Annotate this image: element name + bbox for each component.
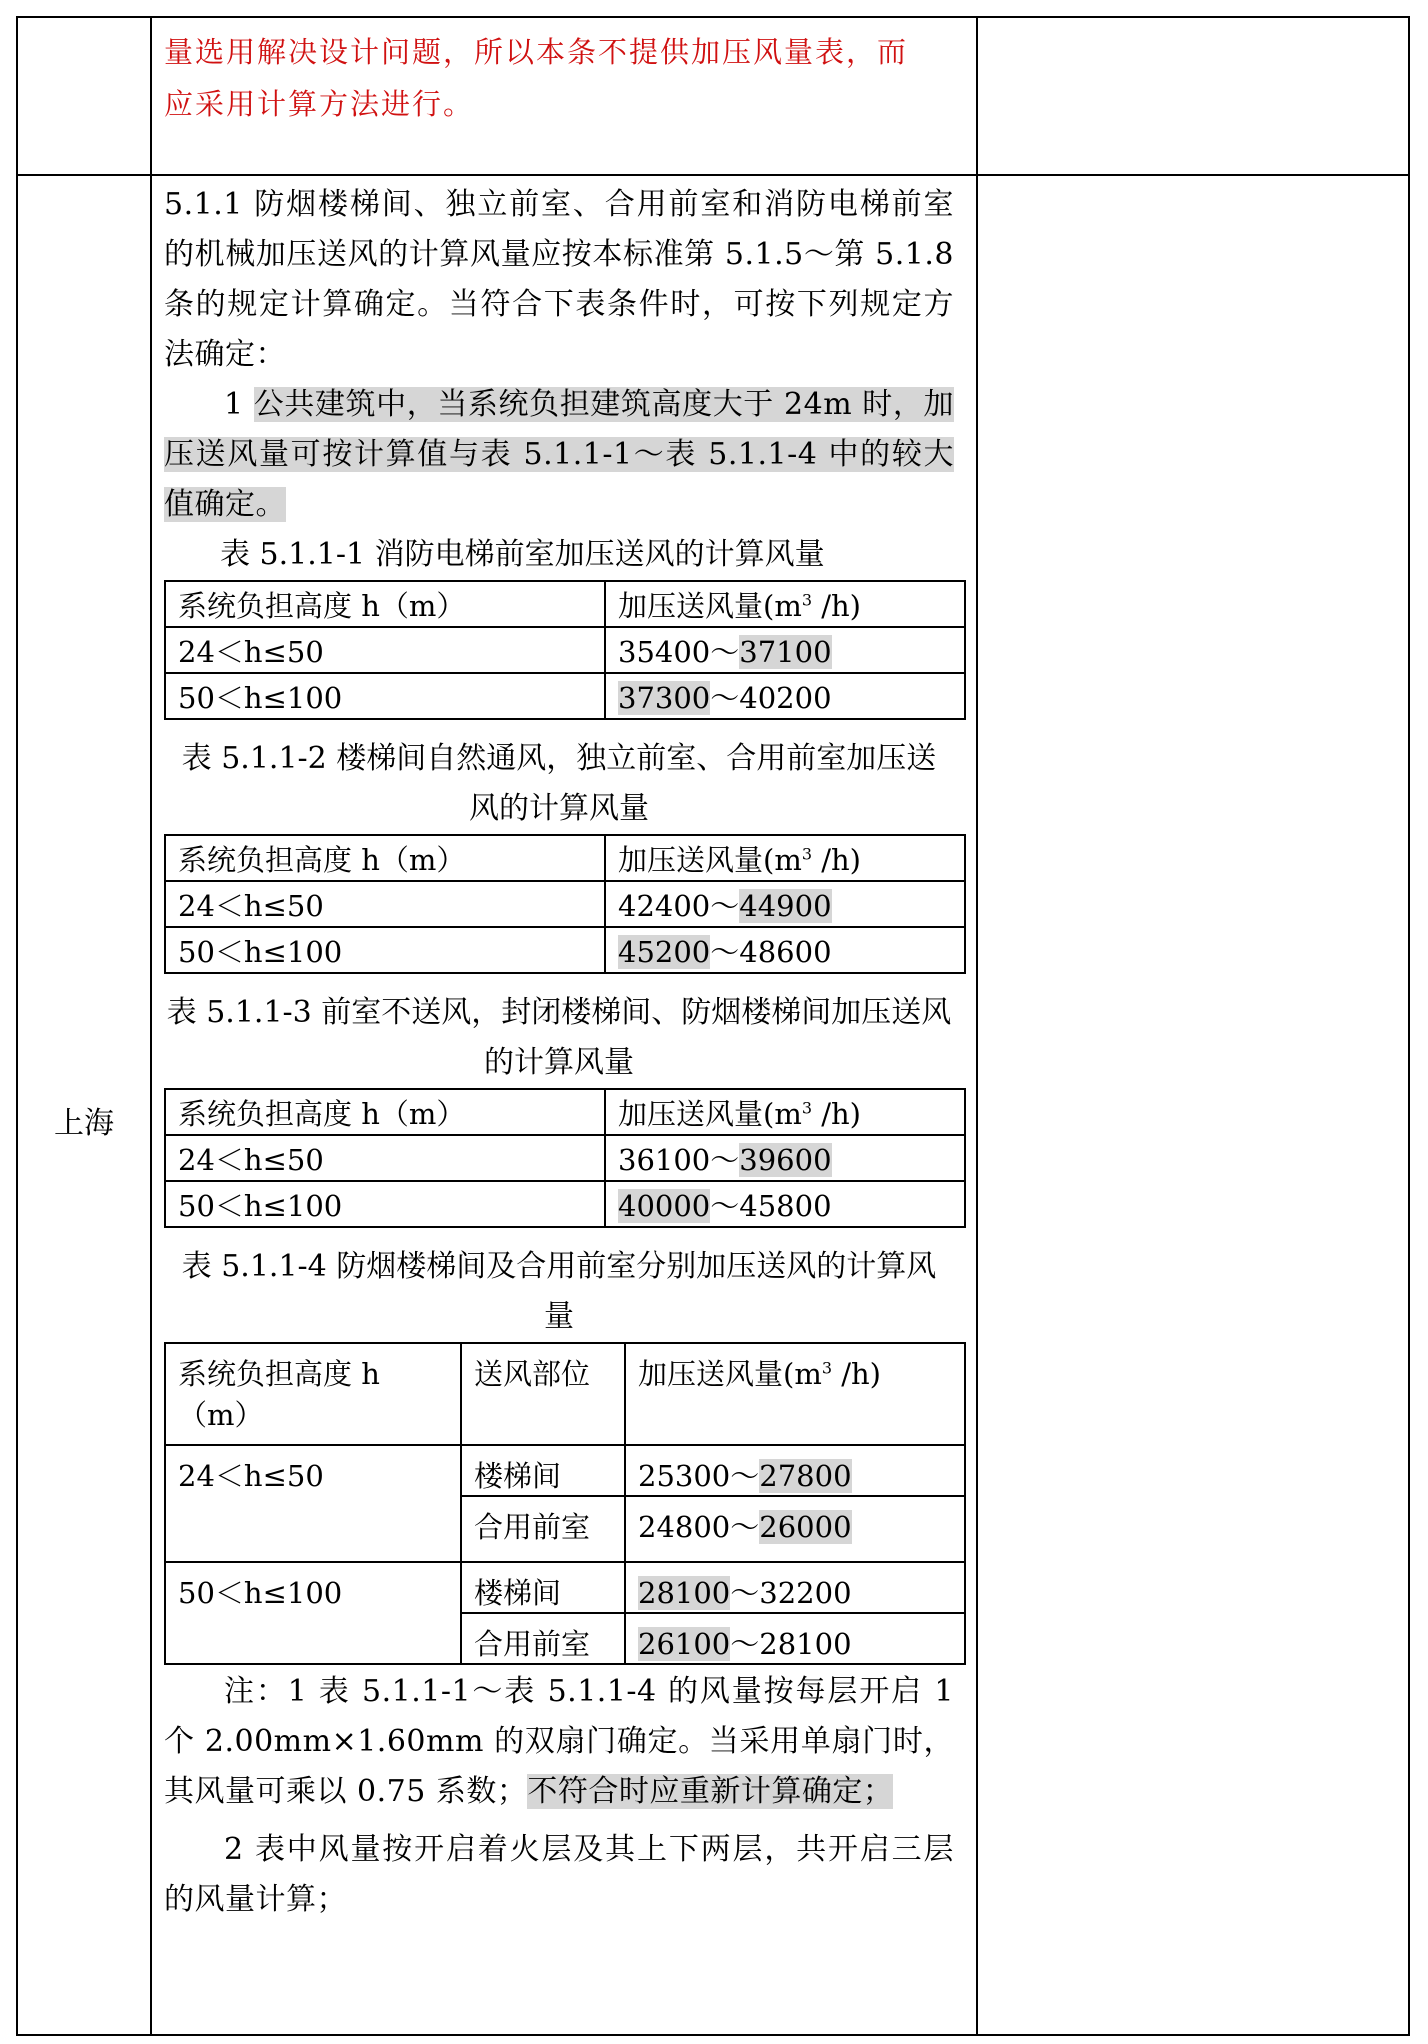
part-cell: 合用前室 (461, 1496, 625, 1562)
header-flow (605, 835, 965, 881)
flow-sep: ～ (710, 634, 740, 669)
region-label: 上海 (54, 1106, 114, 1141)
flow-max: 32200 (759, 1576, 852, 1610)
flow-sep: ～ (730, 1459, 760, 1493)
table-row (165, 927, 965, 973)
height-cell: 50＜h≤100 (165, 673, 605, 719)
table-3-header (165, 1089, 965, 1135)
flow-max: 40200 (739, 680, 832, 715)
note-1-highlight: 不符合时应重新计算确定； (527, 1774, 894, 1809)
flow-min: 40000 (618, 1188, 711, 1223)
table-3-caption: 表 5.1.1-3 前室不送风，封闭楼梯间、防烟楼梯间加压送风的计算风量 (166, 995, 952, 1080)
flow-sep: ～ (710, 1188, 740, 1223)
header-flow (605, 581, 965, 627)
height-cell: 50＜h≤100 (165, 927, 605, 973)
top-row-cell (150, 26, 968, 130)
header-flow (625, 1343, 965, 1445)
red-note-line-2: 应采用计算方法进行。 (164, 87, 475, 121)
flow-cell (605, 673, 965, 719)
header-flow-tail: /h) (812, 842, 861, 877)
header-flow-tail: /h) (832, 1357, 881, 1391)
table-row (165, 627, 965, 673)
flow-cell (605, 881, 965, 927)
part-cell: 楼梯间 (461, 1445, 625, 1496)
flow-cell (605, 1181, 965, 1227)
height-cell: 24＜h≤50 (165, 881, 605, 927)
header-flow-sup: 3 (801, 843, 813, 863)
flow-min: 36100 (618, 1142, 711, 1177)
flow-max: 26000 (759, 1510, 852, 1544)
flow-max: 44900 (739, 888, 832, 923)
item-1-text: 公共建筑中，当系统负担建筑高度大于 24m 时，加压送风量可按计算值与表 5.1.1-1～表 5.1.1-4 中的较大值确定。 (164, 387, 954, 522)
table-row (165, 1181, 965, 1227)
item-1 (164, 380, 954, 530)
flow-max: 27800 (759, 1459, 852, 1493)
height-cell: 24＜h≤50 (165, 1445, 461, 1562)
header-height: 系统负担高度 h（m） (165, 1089, 605, 1135)
flow-min: 24800 (638, 1510, 731, 1544)
flow-cell (625, 1445, 965, 1496)
table-4 (164, 1342, 966, 1665)
note-1 (164, 1667, 954, 1817)
table-row (165, 1135, 965, 1181)
table-row (165, 1562, 965, 1613)
flow-max: 48600 (739, 934, 832, 969)
part-cell: 楼梯间 (461, 1562, 625, 1613)
table-row (165, 1445, 965, 1496)
header-flow-tail: /h) (812, 588, 861, 623)
header-flow-sup: 3 (801, 1097, 813, 1117)
header-flow-sup: 3 (801, 589, 813, 609)
table-2-caption: 表 5.1.1-2 楼梯间自然通风，独立前室、合用前室加压送风的计算风量 (181, 741, 937, 826)
header-height: 系统负担高度 h（m） (165, 835, 605, 881)
flow-cell (605, 627, 965, 673)
red-note (164, 26, 954, 130)
header-flow-sup: 3 (821, 1358, 833, 1378)
header-part: 送风部位 (461, 1343, 625, 1445)
header-height: 系统负担高度 h（m） (165, 1343, 461, 1445)
header-flow (605, 1089, 965, 1135)
flow-min: 35400 (618, 634, 711, 669)
flow-cell (625, 1613, 965, 1664)
header-flow-text: 加压送风量(m (638, 1357, 822, 1391)
flow-sep: ～ (710, 680, 740, 715)
table-1-header (165, 581, 965, 627)
flow-min: 28100 (638, 1576, 731, 1610)
flow-sep: ～ (730, 1627, 760, 1661)
table-3 (164, 1088, 966, 1228)
item-1-number: 1 (224, 387, 244, 422)
height-cell: 24＜h≤50 (165, 627, 605, 673)
column-divider (976, 18, 978, 2034)
main-content-cell (150, 180, 968, 1925)
flow-min: 25300 (638, 1459, 731, 1493)
note-1-text: 注：1 表 5.1.1-1～表 5.1.1-4 的风量按每层开启 1 个 2.00mm×1.60mm 的双扇门确定。当采用单扇门时，其风量可乘以 0.75 系数； (164, 1674, 954, 1809)
flow-max: 39600 (739, 1142, 832, 1177)
table-2 (164, 834, 966, 974)
flow-sep: ～ (710, 934, 740, 969)
flow-max: 45800 (739, 1188, 832, 1223)
height-cell: 24＜h≤50 (165, 1135, 605, 1181)
red-note-line-1: 量选用解决设计问题，所以本条不提供加压风量表，而 (164, 35, 909, 69)
table-2-header (165, 835, 965, 881)
flow-max: 37100 (739, 634, 832, 669)
flow-cell (605, 1135, 965, 1181)
flow-min: 26100 (638, 1627, 731, 1661)
header-height: 系统负担高度 h（m） (165, 581, 605, 627)
note-2: 2 表中风量按开启着火层及其上下两层，共开启三层的风量计算； (164, 1832, 954, 1917)
flow-cell (625, 1562, 965, 1613)
height-cell: 50＜h≤100 (165, 1562, 461, 1664)
table-4-header (165, 1343, 965, 1445)
header-flow-text: 加压送风量(m (618, 842, 802, 877)
row-divider (18, 174, 1408, 176)
header-flow-tail: /h) (812, 1096, 861, 1131)
flow-sep: ～ (710, 888, 740, 923)
flow-min: 37300 (618, 680, 711, 715)
header-flow-text: 加压送风量(m (618, 1096, 802, 1131)
table-row (165, 881, 965, 927)
part-cell: 合用前室 (461, 1613, 625, 1664)
flow-cell (625, 1496, 965, 1562)
flow-min: 42400 (618, 888, 711, 923)
table-1 (164, 580, 966, 720)
flow-cell (605, 927, 965, 973)
flow-sep: ～ (730, 1576, 760, 1610)
clause-intro: 5.1.1 防烟楼梯间、独立前室、合用前室和消防电梯前室的机械加压送风的计算风量应按本标准第 5.1.5～第 5.1.8 条的规定计算确定。当符合下表条件时，可按下列规定方法确定： (164, 187, 954, 372)
flow-min: 45200 (618, 934, 711, 969)
document-table (16, 16, 1410, 2036)
table-row (165, 673, 965, 719)
flow-max: 28100 (759, 1627, 852, 1661)
height-cell: 50＜h≤100 (165, 1181, 605, 1227)
flow-sep: ～ (730, 1510, 760, 1544)
flow-sep: ～ (710, 1142, 740, 1177)
header-flow-text: 加压送风量(m (618, 588, 802, 623)
table-1-caption: 表 5.1.1-1 消防电梯前室加压送风的计算风量 (220, 537, 825, 572)
table-4-caption: 表 5.1.1-4 防烟楼梯间及合用前室分别加压送风的计算风量 (181, 1249, 937, 1334)
